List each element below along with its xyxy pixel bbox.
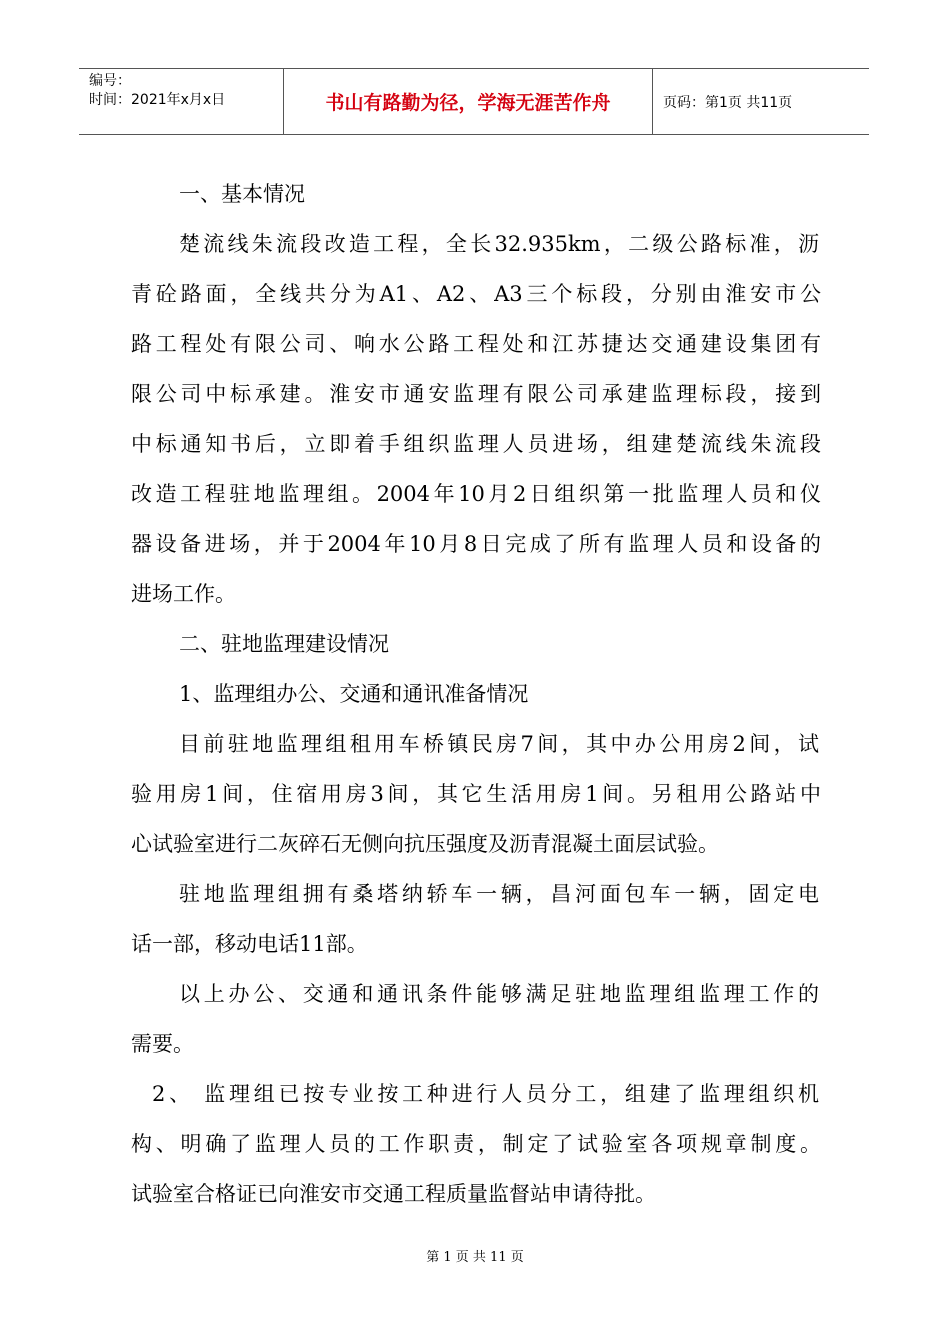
document-number-label: 编号： xyxy=(89,73,131,89)
paragraph-line: 驻地监理组拥有桑塔纳轿车一辆，昌河面包车一辆，固定电 xyxy=(179,882,819,906)
paragraph-line: 以上办公、交通和通讯条件能够满足驻地监理组监理工作的 xyxy=(179,982,819,1006)
header-page-cell xyxy=(653,69,869,134)
paragraph-line: 验用房1间，住宿用房3间，其它生活用房1间。另租用公路站中 xyxy=(131,782,821,806)
paragraph-line: 目前驻地监理组租用车桥镇民房7间，其中办公用房2间，试 xyxy=(179,732,819,756)
paragraph-line: 中标通知书后，立即着手组织监理人员进场，组建楚流线朱流段 xyxy=(131,432,821,456)
numbered-paragraph-line: 2、 监理组已按专业按工种进行人员分工，组建了监理组织机 xyxy=(152,1082,819,1106)
paragraph-line: 路工程处有限公司、响水公路工程处和江苏捷达交通建设集团有 xyxy=(131,332,821,356)
paragraph-line: 进场工作。 xyxy=(131,582,236,606)
paragraph-line: 限公司中标承建。淮安市通安监理有限公司承建监理标段，接到 xyxy=(131,382,821,406)
paragraph-line: 改造工程驻地监理组。2004年10月2日组织第一批监理人员和仪 xyxy=(131,482,821,506)
header-page-info: 页码：第1页 共11页 xyxy=(663,94,793,111)
section-heading-station: 二、驻地监理建设情况 xyxy=(179,632,389,656)
paragraph-line: 需要。 xyxy=(131,1032,194,1056)
section-heading-basic: 一、基本情况 xyxy=(179,182,305,206)
header-meta-cell xyxy=(79,69,283,134)
page-footer: 第 1 页 共 11 页 xyxy=(426,1250,524,1265)
header-motto: 书山有路勤为径，学海无涯苦作舟 xyxy=(325,92,611,114)
header-motto-cell xyxy=(283,69,653,134)
subsection-heading: 1、监理组办公、交通和通讯准备情况 xyxy=(179,682,529,706)
paragraph-line: 话一部，移动电话11部。 xyxy=(131,932,368,956)
paragraph-line: 器设备进场，并于2004年10月8日完成了所有监理人员和设备的 xyxy=(131,532,821,556)
paragraph-line: 试验室合格证已向淮安市交通工程质量监督站申请待批。 xyxy=(131,1182,656,1206)
paragraph-line: 构、明确了监理人员的工作职责，制定了试验室各项规章制度。 xyxy=(131,1132,821,1156)
page-header xyxy=(79,68,869,135)
paragraph-line: 青砼路面，全线共分为A1、A2、A3三个标段，分别由淮安市公 xyxy=(131,282,821,306)
document-time-label: 时间：2021年x月x日 xyxy=(89,92,226,108)
paragraph-line: 心试验室进行二灰碎石无侧向抗压强度及沥青混凝土面层试验。 xyxy=(131,832,719,856)
paragraph-line: 楚流线朱流段改造工程，全长32.935km，二级公路标准，沥 xyxy=(179,232,819,256)
